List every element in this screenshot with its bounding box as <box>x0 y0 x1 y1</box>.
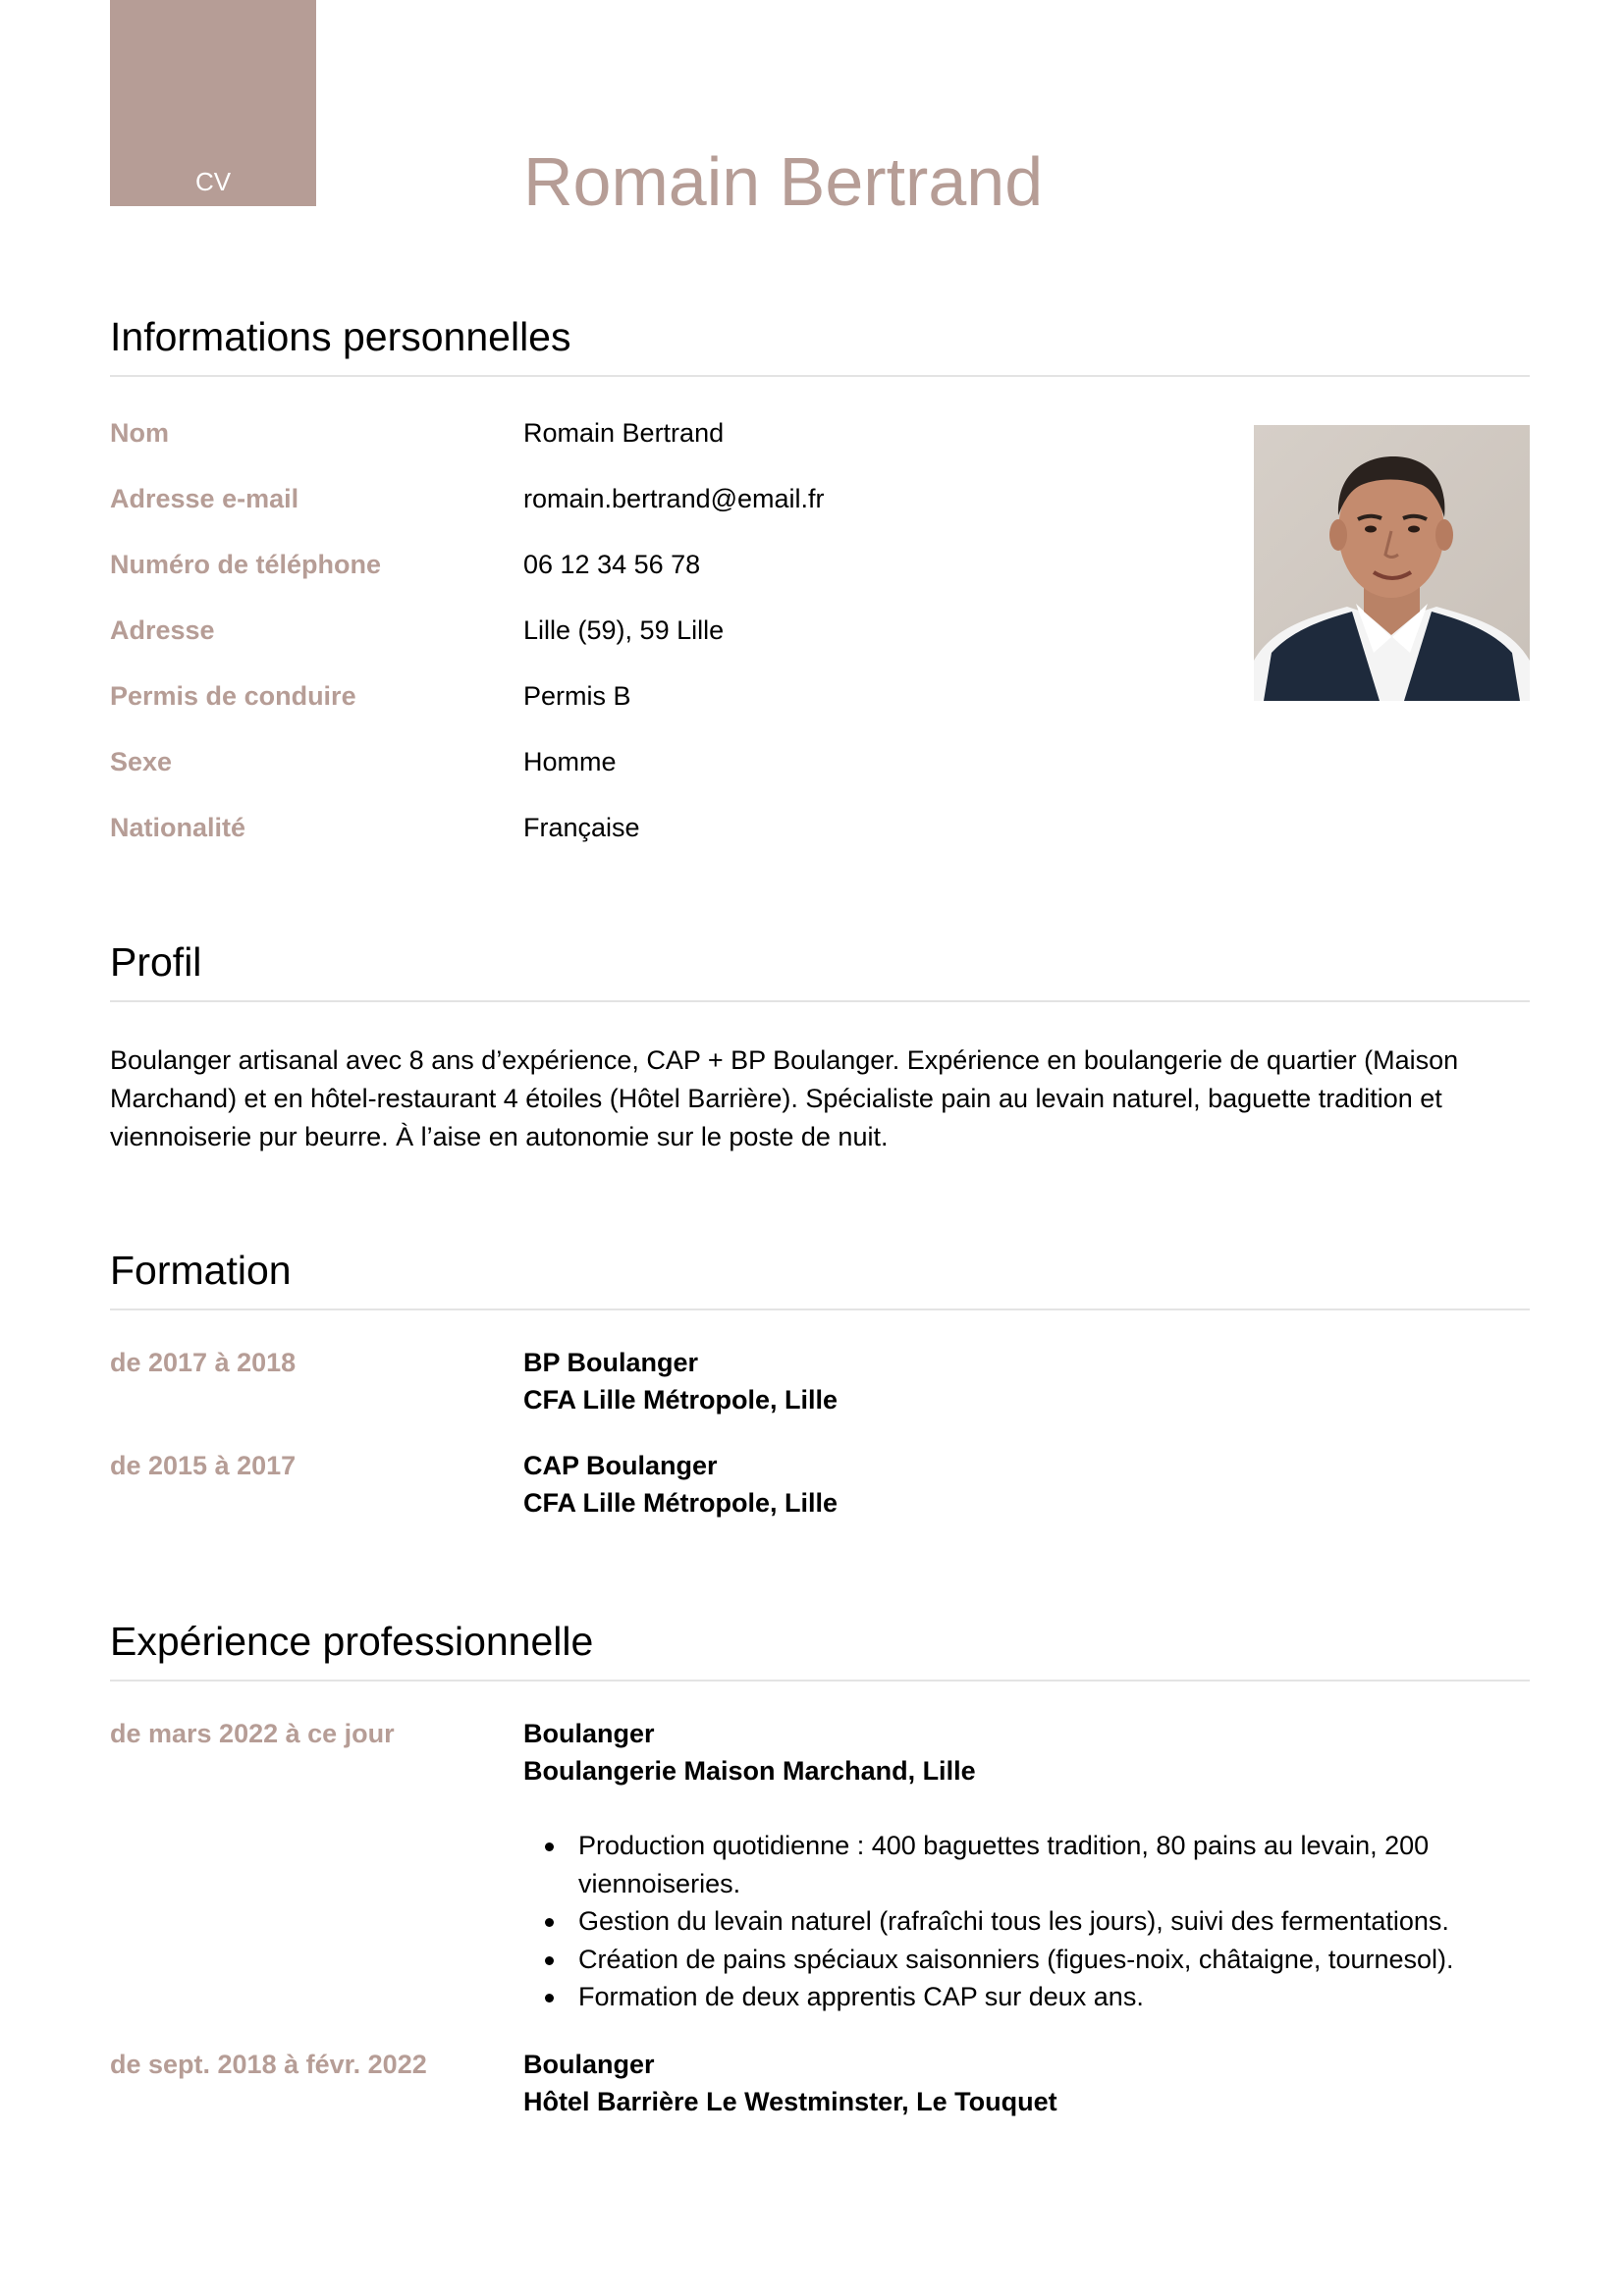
profile-title: Profil <box>110 942 1530 1002</box>
experience-period: de mars 2022 à ce jour <box>110 1719 395 1748</box>
education-list <box>110 1348 1530 1554</box>
info-label: Nom <box>110 418 169 448</box>
info-row-nationality <box>110 813 1530 879</box>
info-label: Adresse e-mail <box>110 484 299 513</box>
education-details <box>523 1447 838 1522</box>
profile-photo-image <box>1254 425 1530 701</box>
education-entry <box>110 1451 1530 1554</box>
education-entry <box>110 1348 1530 1451</box>
education-period: de 2017 à 2018 <box>110 1348 297 1377</box>
info-label: Nationalité <box>110 813 246 842</box>
info-value: Romain Bertrand <box>523 418 725 448</box>
experience-section <box>110 1619 1530 2148</box>
task-item: Production quotidienne : 400 baguettes tradition, 80 pains au levain, 200 viennoiseries. <box>523 1827 1530 1902</box>
cv-badge <box>110 0 316 206</box>
profile-photo <box>1254 425 1530 701</box>
education-degree: BP Boulanger <box>523 1348 699 1377</box>
profile-section <box>110 939 1530 1156</box>
experience-period: de sept. 2018 à févr. 2022 <box>110 2050 427 2079</box>
personal-info-title: Informations personnelles <box>110 317 1530 377</box>
experience-tasks <box>523 1827 1530 2016</box>
info-label: Sexe <box>110 747 173 776</box>
education-period: de 2015 à 2017 <box>110 1451 297 1480</box>
info-label: Numéro de téléphone <box>110 550 382 579</box>
candidate-name: Romain Bertrand <box>523 143 1044 220</box>
task-item: Formation de deux apprentis CAP sur deux ans. <box>523 1978 1530 2016</box>
experience-job-title: Boulanger <box>523 2050 655 2079</box>
info-label: Permis de conduire <box>110 681 356 711</box>
experience-employer: Hôtel Barrière Le Westminster, Le Touquet <box>523 2087 1057 2116</box>
info-value: 06 12 34 56 78 <box>523 550 701 579</box>
education-section <box>110 1248 1530 1554</box>
task-item: Gestion du levain naturel (rafraîchi tous les jours), suivi des fermentations. <box>523 1902 1530 1941</box>
profile-summary: Boulanger artisanal avec 8 ans d’expérience, CAP + BP Boulanger. Expérience en boulangerie de quartier (Maison Marchand) et en hôtel-restaurant 4 étoiles (Hôtel Barrière). Spécialiste pain au levain naturel, baguette tradition et viennoiserie pur beurre. À l’aise en autonomie sur le poste de nuit. <box>110 1045 1459 1151</box>
info-value: Française <box>523 813 640 842</box>
experience-title: Expérience professionnelle <box>110 1622 1530 1682</box>
info-value: Homme <box>523 747 617 776</box>
education-title: Formation <box>110 1251 1530 1310</box>
experience-details <box>523 2046 1057 2120</box>
experience-entry <box>110 1719 1530 2050</box>
education-school: CFA Lille Métropole, Lille <box>523 1488 839 1518</box>
info-label: Adresse <box>110 615 215 645</box>
experience-list <box>110 1719 1530 2148</box>
education-details <box>523 1344 838 1418</box>
experience-details <box>523 1715 1530 2016</box>
experience-entry <box>110 2050 1530 2148</box>
education-school: CFA Lille Métropole, Lille <box>523 1385 839 1415</box>
task-item: Création de pains spéciaux saisonniers (figues-noix, châtaigne, tournesol). <box>523 1941 1530 1979</box>
experience-job-title: Boulanger <box>523 1719 655 1748</box>
education-degree: CAP Boulanger <box>523 1451 718 1480</box>
info-value: Permis B <box>523 681 631 711</box>
cv-badge-label: CV <box>194 167 232 196</box>
experience-employer: Boulangerie Maison Marchand, Lille <box>523 1756 976 1786</box>
info-row-gender <box>110 747 1530 813</box>
info-value: romain.bertrand@email.fr <box>523 484 825 513</box>
info-value: Lille (59), 59 Lille <box>523 615 725 645</box>
